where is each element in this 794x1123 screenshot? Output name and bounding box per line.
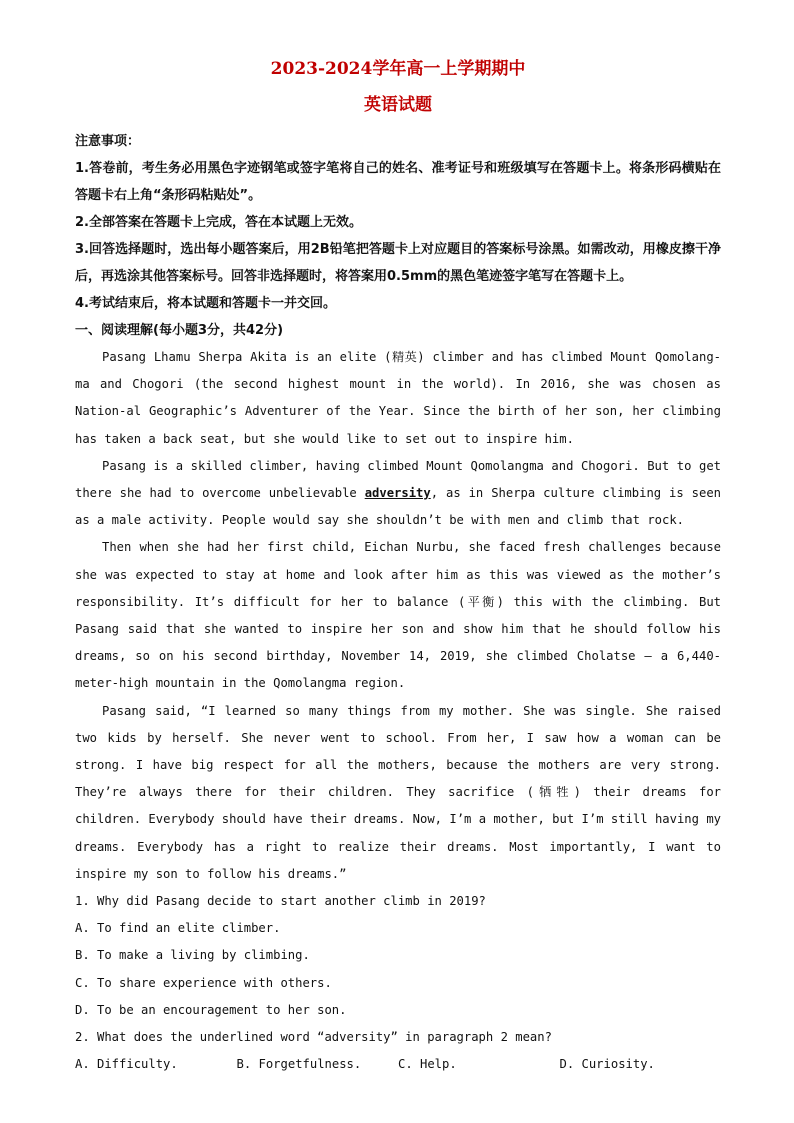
answer-option: A. Difficulty.	[75, 1057, 178, 1072]
question-1	[75, 888, 721, 1024]
question-stem: 1. Why did Pasang decide to start another climb in 2019?	[75, 894, 486, 909]
section-heading: 一、阅读理解(每小题3分，共42分)	[75, 323, 284, 338]
note-item: 2.全部答案在答题卡上完成，答在本试题上无效。	[75, 215, 362, 230]
answer-options-row	[75, 1051, 721, 1078]
answer-option: B. Forgetfulness.	[236, 1057, 362, 1072]
answer-option: C. To share experience with others.	[75, 975, 332, 990]
answer-option: D. Curiosity.	[559, 1057, 655, 1072]
passage-paragraph-1: Pasang Lhamu Sherpa Akita is an elite (精英) climber and has climbed Mount Qomolang-ma and Chogori (the second highest mount in the world). In 2016, she was chosen as Nation-al Geographic’s Adventurer of the Year. Since the birth of her son, her climbing has taken a back seat, but she would like to set out to inspire him.	[75, 350, 721, 446]
paragraph-text: Pasang is a skilled climber, having climbed Mount Qomolangma and Chogori. But to get there she had to overcome unbelievable	[75, 458, 721, 501]
question-stem: 2. What does the underlined word “adversity” in paragraph 2 mean?	[75, 1030, 552, 1045]
answer-option: A. To find an elite climber.	[75, 921, 281, 936]
note-item: 3.回答选择题时，选出每小题答案后，用2B铅笔把答题卡上对应题目的答案标号涂黑。如需改动，用橡皮擦干净后，再选涂其他答案标号。回答非选择题时，将答案用0.5mm的黑色笔迹签字笔写在答题卡上。	[75, 242, 721, 284]
passage-paragraph-4: Pasang said, “I learned so many things from my mother. She was single. She raised two kids by herself. She never went to school. From her, I saw how a woman can be strong. I have big respect for all the mothers, because the mothers are very strong. They’re always there for their children. They sacrifice (牺牲) their dreams for children. Everybody should have their dreams. Now, I’m a mother, but I’m still having my dreams. Everybody has a right to realize their dreams. Most importantly, I want to inspire my son to follow his dreams.”	[75, 703, 721, 881]
notes-heading: 注意事项：	[75, 134, 141, 149]
note-item: 1.答卷前，考生务必用黑色字迹钢笔或签字笔将自己的姓名、准考证号和班级填写在答题卡上。将条形码横贴在答题卡右上角“条形码粘贴处”。	[75, 161, 721, 203]
exam-page	[75, 58, 721, 1078]
exam-subtitle: 英语试题	[364, 95, 432, 115]
question-2	[75, 1024, 721, 1078]
exam-title: 2023-2024学年高一上学期期中	[270, 59, 526, 79]
answer-option: D. To be an encouragement to her son.	[75, 1002, 347, 1017]
answer-option: B. To make a living by climbing.	[75, 948, 310, 963]
paragraph-text: , as in Sherpa culture climbing is seen as a male activity. People would say she shouldn’t be with men and climb that rock.	[75, 486, 721, 528]
answer-option: C. Help.	[398, 1057, 457, 1072]
passage-paragraph-2	[75, 453, 721, 535]
passage-paragraph-3: Then when she had her first child, Eichan Nurbu, she faced fresh challenges because she was expected to stay at home and look after him as this was viewed as the mother’s responsibility. It’s difficult for her to balance (平衡) this with the climbing. But Pasang said that she wanted to inspire her son and show him that he should follow his dreams, so on his second birthday, November 14, 2019, she climbed Cholatse — a 6,440-meter-high mountain in the Qomolangma region.	[75, 540, 721, 691]
note-item: 4.考试结束后，将本试题和答题卡一并交回。	[75, 296, 336, 311]
underlined-word: adversity	[364, 486, 431, 501]
